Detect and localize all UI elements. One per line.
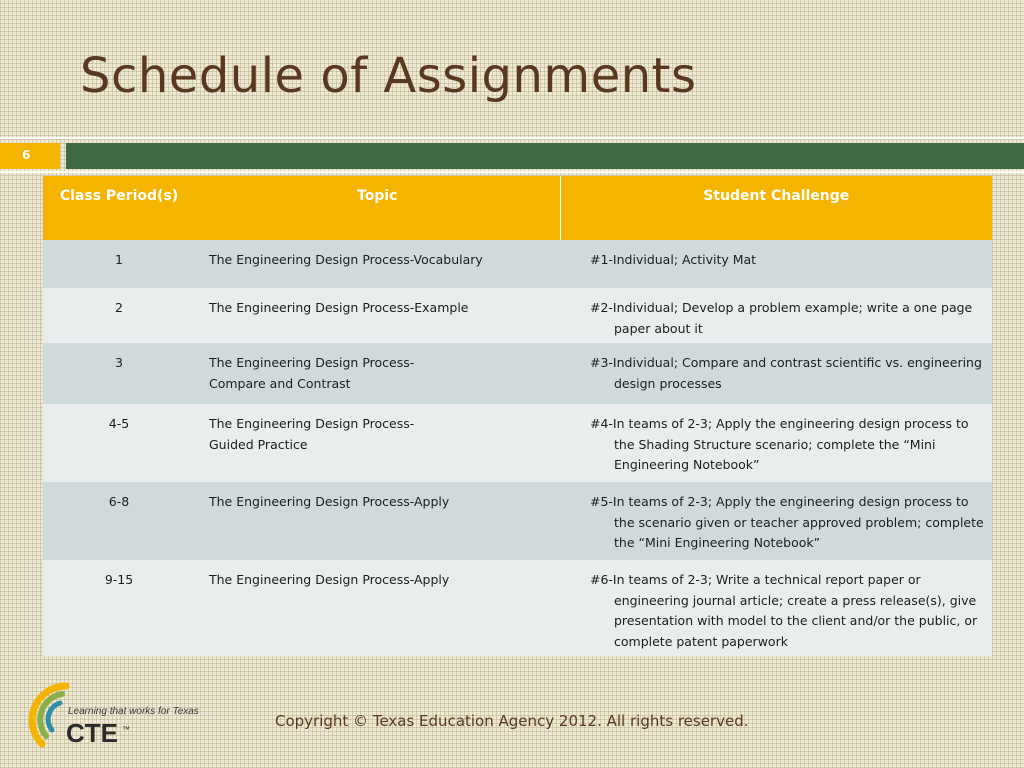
topic-line: The Engineering Design Process-Vocabulary — [209, 252, 483, 267]
cell-period: 3 — [43, 343, 195, 404]
topic-line-2: Guided Practice — [209, 436, 308, 452]
cell-topic — [195, 482, 560, 560]
cell-period: 6-8 — [43, 482, 195, 560]
cell-topic — [195, 560, 560, 656]
title-accent-bar — [66, 143, 1024, 169]
logo-trademark: ™ — [122, 725, 130, 734]
divider-line-bottom — [0, 171, 1024, 173]
header-student-challenge: Student Challenge — [560, 176, 992, 240]
topic-line: The Engineering Design Process-Apply — [209, 572, 450, 587]
cell-period: 4-5 — [43, 404, 195, 482]
logo-wordmark: CTE — [66, 718, 118, 748]
topic-line: The Engineering Design Process- — [209, 416, 415, 431]
challenge-text: #6-In teams of 2-3; Write a technical report paper or engineering journal article; create a press release(s), give presentation with model to the client and/or the public, or complete patent paperwork — [590, 572, 978, 649]
challenge-text: #1-Individual; Activity Mat — [590, 252, 757, 267]
table-row — [43, 404, 992, 482]
table-row — [43, 288, 992, 343]
cell-challenge — [560, 482, 992, 560]
challenge-text: #4-In teams of 2-3; Apply the engineering design process to the Shading Structure scenario; complete the “Mini Engineering Notebook” — [590, 416, 969, 472]
logo-tagline: Learning that works for Texas — [68, 706, 199, 717]
slide-title: Schedule of Assignments — [80, 48, 697, 104]
cell-challenge — [560, 240, 992, 288]
table-row — [43, 343, 992, 404]
cell-topic — [195, 404, 560, 482]
challenge-text: #2-Individual; Develop a problem example; write a one page paper about it — [590, 300, 973, 336]
cell-period: 9-15 — [43, 560, 195, 656]
challenge-text: #3-Individual; Compare and contrast scientific vs. engineering design processes — [590, 355, 982, 391]
header-class-period: Class Period(s) — [43, 176, 195, 240]
challenge-text: #5-In teams of 2-3; Apply the engineering design process to the scenario given or teacher approved problem; complete the “Mini Engineering Notebook” — [590, 494, 984, 550]
table-row — [43, 482, 992, 560]
divider-line-top — [0, 137, 1024, 139]
topic-line: The Engineering Design Process- — [209, 355, 415, 370]
cell-topic — [195, 240, 560, 288]
cell-period: 2 — [43, 288, 195, 343]
cell-challenge — [560, 560, 992, 656]
topic-line-2: Compare and Contrast — [209, 375, 351, 391]
copyright-notice: Copyright © Texas Education Agency 2012. All rights reserved. — [275, 712, 749, 730]
table-row — [43, 560, 992, 656]
cell-challenge — [560, 343, 992, 404]
cte-logo — [24, 678, 224, 758]
cell-topic — [195, 288, 560, 343]
cell-challenge — [560, 288, 992, 343]
cell-topic — [195, 343, 560, 404]
cell-challenge — [560, 404, 992, 482]
table-header-row — [43, 176, 992, 240]
slide-number-badge: 6 — [0, 143, 60, 169]
logo-arc-blue — [48, 703, 60, 730]
topic-line: The Engineering Design Process-Apply — [209, 494, 450, 509]
header-topic: Topic — [195, 176, 560, 240]
cell-period: 1 — [43, 240, 195, 288]
table-row — [43, 240, 992, 288]
topic-line: The Engineering Design Process-Example — [209, 300, 469, 315]
schedule-table — [43, 176, 992, 656]
